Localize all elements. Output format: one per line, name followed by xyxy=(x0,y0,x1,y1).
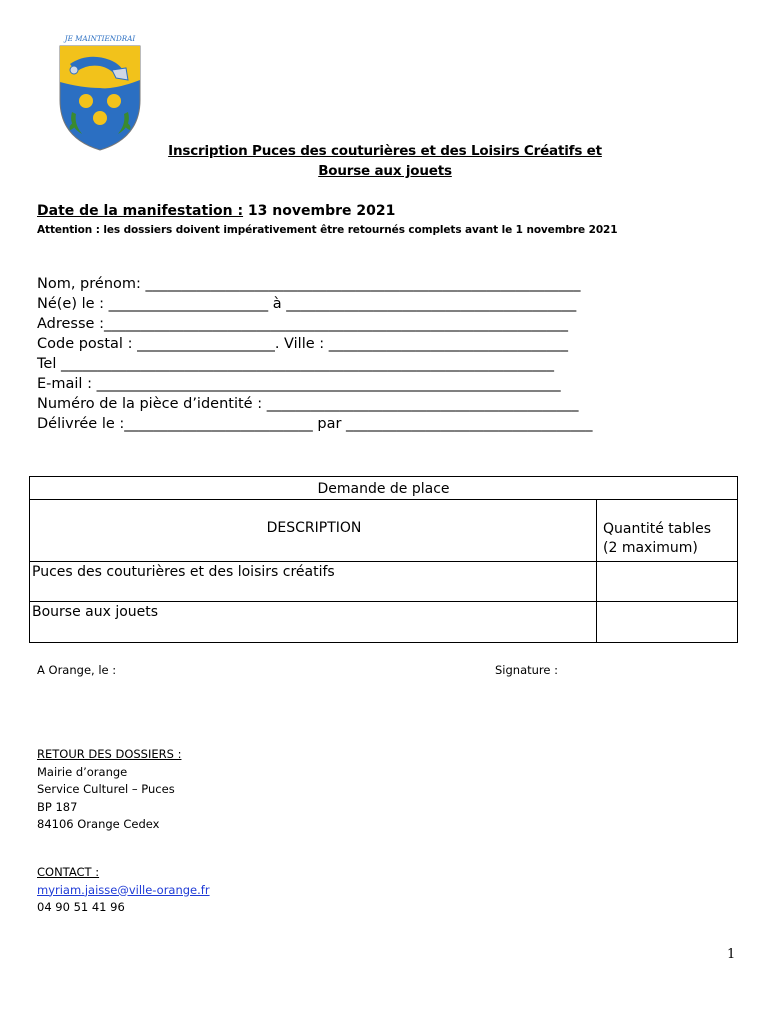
column-quantity-line1: Quantité tables xyxy=(603,521,712,537)
field-adresse[interactable]: Adresse :________________________________________________________________ xyxy=(37,316,568,332)
page-number: 1 xyxy=(727,947,736,962)
return-title: RETOUR DES DOSSIERS : xyxy=(37,747,182,761)
event-date xyxy=(37,203,395,219)
field-nom-prenom[interactable]: Nom, prénom: ____________________________________________________________ xyxy=(37,276,581,292)
field-date-lieu-naissance[interactable]: Né(e) le : ______________________ à ________________________________________ xyxy=(37,296,577,312)
row-description: Bourse aux jouets xyxy=(30,602,597,642)
field-code-postal-ville[interactable]: Code postal : ___________________. Ville : _________________________________ xyxy=(37,336,568,352)
column-quantity-line2: (2 maximum) xyxy=(603,540,698,556)
contact-block xyxy=(37,864,210,917)
attention-notice: Attention : les dossiers doivent impérativement être retournés complets avant le 1 novembre 2021 xyxy=(37,224,618,236)
return-line: Service Culturel – Puces xyxy=(37,782,175,796)
page-title-line2: Bourse aux jouets xyxy=(318,163,452,179)
table-column-headers xyxy=(30,500,737,562)
column-description: DESCRIPTION xyxy=(30,500,597,561)
event-date-value: 13 novembre 2021 xyxy=(243,203,396,219)
row-quantity-input[interactable] xyxy=(597,602,737,642)
row-quantity-input[interactable] xyxy=(597,562,737,601)
field-piece-identite[interactable]: Numéro de la pièce d’identité : ___________________________________________ xyxy=(37,396,579,412)
coat-of-arms-logo xyxy=(54,30,146,152)
table-row xyxy=(30,562,737,602)
table-header: Demande de place xyxy=(30,477,737,500)
field-email[interactable]: E-mail : ________________________________________________________________ xyxy=(37,376,561,392)
row-description: Puces des couturières et des loisirs créatifs xyxy=(30,562,597,601)
event-date-label: Date de la manifestation : xyxy=(37,203,244,219)
contact-phone: 04 90 51 41 96 xyxy=(37,900,125,914)
return-line: BP 187 xyxy=(37,799,78,814)
return-line: Mairie d’orange xyxy=(37,764,128,779)
column-quantity xyxy=(597,500,737,561)
request-table xyxy=(29,476,738,643)
contact-title: CONTACT : xyxy=(37,865,100,879)
table-row xyxy=(30,602,737,642)
place-date-label: A Orange, le : xyxy=(37,663,117,677)
return-address-block xyxy=(37,746,181,834)
page-title-line1: Inscription Puces des couturières et des Loisirs Créatifs et xyxy=(168,143,602,159)
contact-email-link[interactable]: myriam.jaisse@ville-orange.fr xyxy=(37,882,210,897)
signature-label: Signature : xyxy=(495,663,559,677)
field-delivree-par[interactable]: Délivrée le :__________________________ par __________________________________ xyxy=(37,416,593,432)
field-tel[interactable]: Tel ____________________________________________________________________ xyxy=(37,356,554,372)
crest-motto: JE MAINTIENDRAI xyxy=(64,34,136,43)
return-line: 84106 Orange Cedex xyxy=(37,817,160,831)
